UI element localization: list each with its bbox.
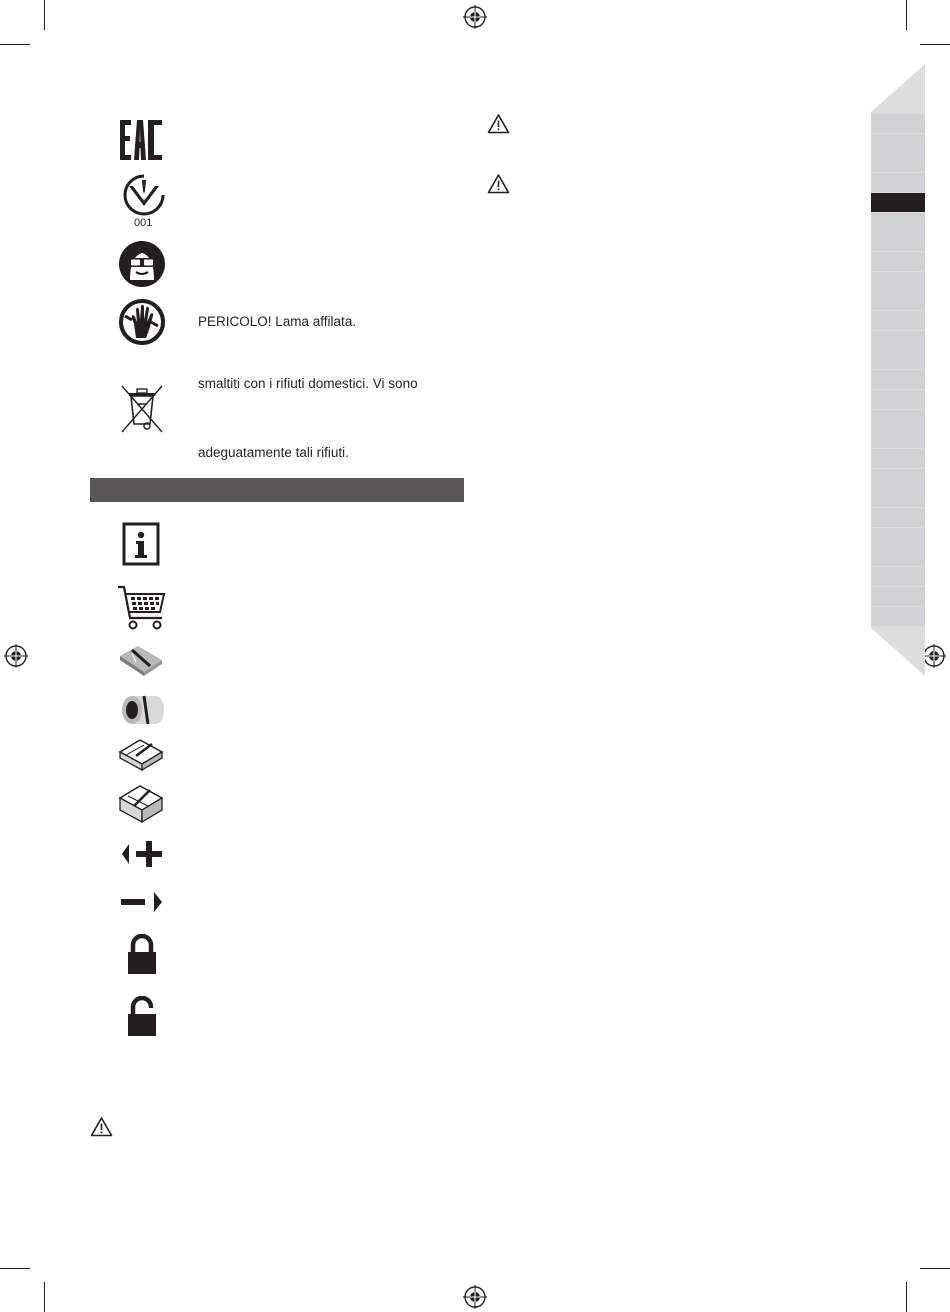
side-tab-26: [871, 607, 925, 626]
warning-triangle-icon: [90, 1116, 113, 1137]
side-tab-6: [871, 213, 925, 232]
minus-right-icon: [120, 888, 164, 916]
side-tab-2: [871, 134, 925, 153]
bevel-cut-icon: [118, 738, 164, 772]
crop-mark-bottom-right-h: [920, 1268, 950, 1269]
side-tab-5: [871, 193, 925, 212]
miter-cut-icon: [118, 644, 164, 678]
crop-mark-bottom-left-h: [0, 1268, 30, 1269]
left-plus-icon: [120, 840, 164, 868]
weee-text-line2: adeguatamente tali rifiuti.: [198, 445, 349, 460]
side-tab-10: [871, 291, 925, 310]
side-tab-12: [871, 331, 925, 350]
eye-protection-icon: [118, 240, 166, 288]
lock-open-icon: [126, 996, 158, 1038]
side-tab-7: [871, 232, 925, 251]
crossed-out-wheelie-bin-icon: [118, 382, 166, 434]
weee-text-line1: smaltiti con i rifiuti domestici. Vi sono: [198, 376, 418, 391]
registration-mark-bottom-icon: [463, 1285, 487, 1309]
side-tab-19: [871, 469, 925, 488]
side-tab-11: [871, 311, 925, 330]
registration-mark-left-icon: [4, 644, 28, 668]
side-tab-24: [871, 567, 925, 586]
registration-mark-top-icon: [463, 5, 487, 29]
shopping-cart-icon: [116, 584, 168, 632]
side-tab-14: [871, 370, 925, 389]
danger-blade-text: PERICOLO! Lama affilata.: [198, 314, 357, 329]
side-tab-13: [871, 350, 925, 369]
side-tab-8: [871, 252, 925, 271]
crop-mark-bottom-left-v: [44, 1282, 45, 1312]
side-tab-18: [871, 449, 925, 468]
ua-conformity-mark-icon: [120, 172, 168, 232]
section-heading-bar: [90, 478, 464, 502]
warning-triangle-icon: [487, 113, 510, 134]
side-tab-17: [871, 429, 925, 448]
crop-mark-top-right-v: [906, 0, 907, 30]
crop-mark-top-right-h: [920, 44, 950, 45]
side-tab-1: [871, 114, 925, 133]
info-icon: [122, 522, 160, 566]
warning-triangle-icon: [487, 173, 510, 194]
side-tab-15: [871, 390, 925, 409]
registration-mark-right-icon: [922, 644, 946, 668]
side-tab-16: [871, 410, 925, 429]
side-tab-9: [871, 272, 925, 291]
side-tab-25: [871, 587, 925, 606]
side-tab-4: [871, 173, 925, 192]
side-tab-20: [871, 488, 925, 507]
side-tab-21: [871, 508, 925, 527]
crop-mark-bottom-right-v: [906, 1282, 907, 1312]
hand-blade-danger-icon: [118, 298, 166, 346]
crop-mark-top-left-v: [44, 0, 45, 30]
compound-cut-icon: [118, 784, 164, 824]
lock-closed-icon: [126, 934, 158, 976]
crop-mark-top-left-h: [0, 44, 30, 45]
round-cut-icon: [120, 690, 164, 730]
eac-mark-icon: [118, 118, 164, 162]
side-tab-3: [871, 153, 925, 172]
side-tab-23: [871, 547, 925, 566]
ua-mark-number: 001: [134, 217, 153, 229]
side-tab-22: [871, 528, 925, 547]
